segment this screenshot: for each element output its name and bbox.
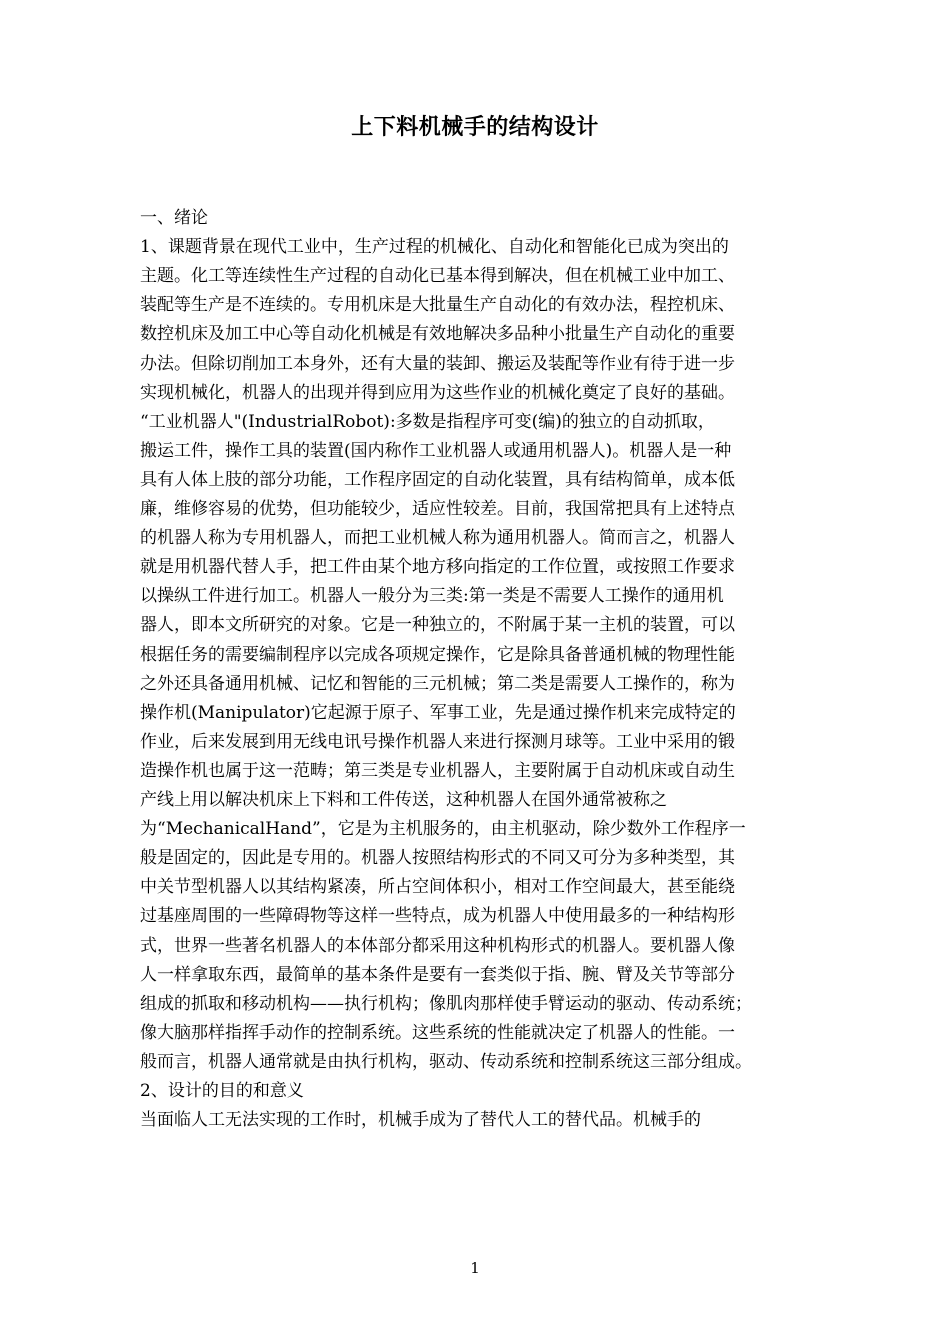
text-line: 像大脑那样指挥手动作的控制系统。这些系统的性能就决定了机器人的性能。一 [140, 1023, 735, 1043]
text-line: 实现机械化，机器人的出现并得到应用为这些作业的机械化奠定了良好的基础。 [140, 383, 735, 403]
text-line: 般而言，机器人通常就是由执行机构，驱动、传动系统和控制系统这三部分组成。 [140, 1052, 752, 1072]
text-line: 廉，维修容易的优势，但功能较少，适应性较差。目前，我国常把具有上述特点 [140, 499, 735, 519]
text-line: 1、课题背景在现代工业中，生产过程的机械化、自动化和智能化已成为突出的 [140, 237, 729, 257]
text-line: 以操纵工件进行加工。机器人一般分为三类:第一类是不需要人工操作的通用机 [140, 586, 724, 606]
text-line: 数控机床及加工中心等自动化机械是有效地解决多品种小批量生产自动化的重要 [140, 324, 735, 344]
text-line: 的机器人称为专用机器人，而把工业机械人称为通用机器人。简而言之，机器人 [140, 528, 735, 548]
text-line: 中关节型机器人以其结构紧凑，所占空间体积小，相对工作空间最大，甚至能绕 [140, 877, 735, 897]
text-line: 为“MechanicalHand”，它是为主机服务的，由主机驱动，除少数外工作程序一 [140, 819, 746, 839]
text-line: 当面临人工无法实现的工作时，机械手成为了替代人工的替代品。机械手的 [140, 1110, 701, 1130]
text-line: 过基座周围的一些障碍物等这样一些特点，成为机器人中使用最多的一种结构形 [140, 906, 735, 926]
text-line: “工业机器人"(IndustrialRobot):多数是指程序可变(编)的独立的自动抓取， [140, 412, 715, 432]
text-line: 装配等生产是不连续的。专用机床是大批量生产自动化的有效办法，程控机床、 [140, 295, 735, 315]
text-line: 主题。化工等连续性生产过程的自动化已基本得到解决，但在机械工业中加工、 [140, 266, 735, 286]
text-line: 般是固定的，因此是专用的。机器人按照结构形式的不同又可分为多种类型，其 [140, 848, 735, 868]
text-line: 之外还具备通用机械、记忆和智能的三元机械；第二类是需要人工操作的，称为 [140, 674, 735, 694]
text-line: 造操作机也属于这一范畴；第三类是专业机器人，主要附属于自动机床或自动生 [140, 761, 735, 781]
text-line: 搬运工件，操作工具的装置(国内称作工业机器人或通用机器人)。机器人是一种 [140, 441, 732, 461]
text-line: 2、设计的目的和意义 [140, 1081, 304, 1101]
text-line: 具有人体上肢的部分功能，工作程序固定的自动化装置，具有结构简单，成本低 [140, 470, 735, 490]
text-line: 根据任务的需要编制程序以完成各项规定操作，它是除具备普通机械的物理性能 [140, 645, 735, 665]
text-line: 办法。但除切削加工本身外，还有大量的装卸、搬运及装配等作业有待于进一步 [140, 354, 735, 374]
text-line: 人一样拿取东西，最简单的基本条件是要有一套类似于指、腕、臂及关节等部分 [140, 965, 735, 985]
text-line: 就是用机器代替人手，把工件由某个地方移向指定的工作位置，或按照工作要求 [140, 557, 735, 577]
text-line: 操作机(Manipulator)它起源于原子、军事工业，先是通过操作机来完成特定的 [140, 703, 736, 723]
text-line: 器人，即本文所研究的对象。它是一种独立的，不附属于某一主机的装置，可以 [140, 615, 735, 635]
text-line: 作业，后来发展到用无线电讯号操作机器人来进行探测月球等。工业中采用的锻 [140, 732, 735, 752]
text-line: 组成的抓取和移动机构——执行机构；像肌肉那样使手臂运动的驱动、传动系统； [140, 994, 752, 1014]
page-number: 1 [470, 1259, 480, 1277]
text-line: 产线上用以解决机床上下料和工件传送，这种机器人在国外通常被称之 [140, 790, 667, 810]
text-line: 式，世界一些著名机器人的本体部分都采用这种机构形式的机器人。要机器人像 [140, 936, 735, 956]
section-heading: 一、绪论 [140, 208, 208, 228]
document-title: 上下料机械手的结构设计 [351, 115, 599, 140]
